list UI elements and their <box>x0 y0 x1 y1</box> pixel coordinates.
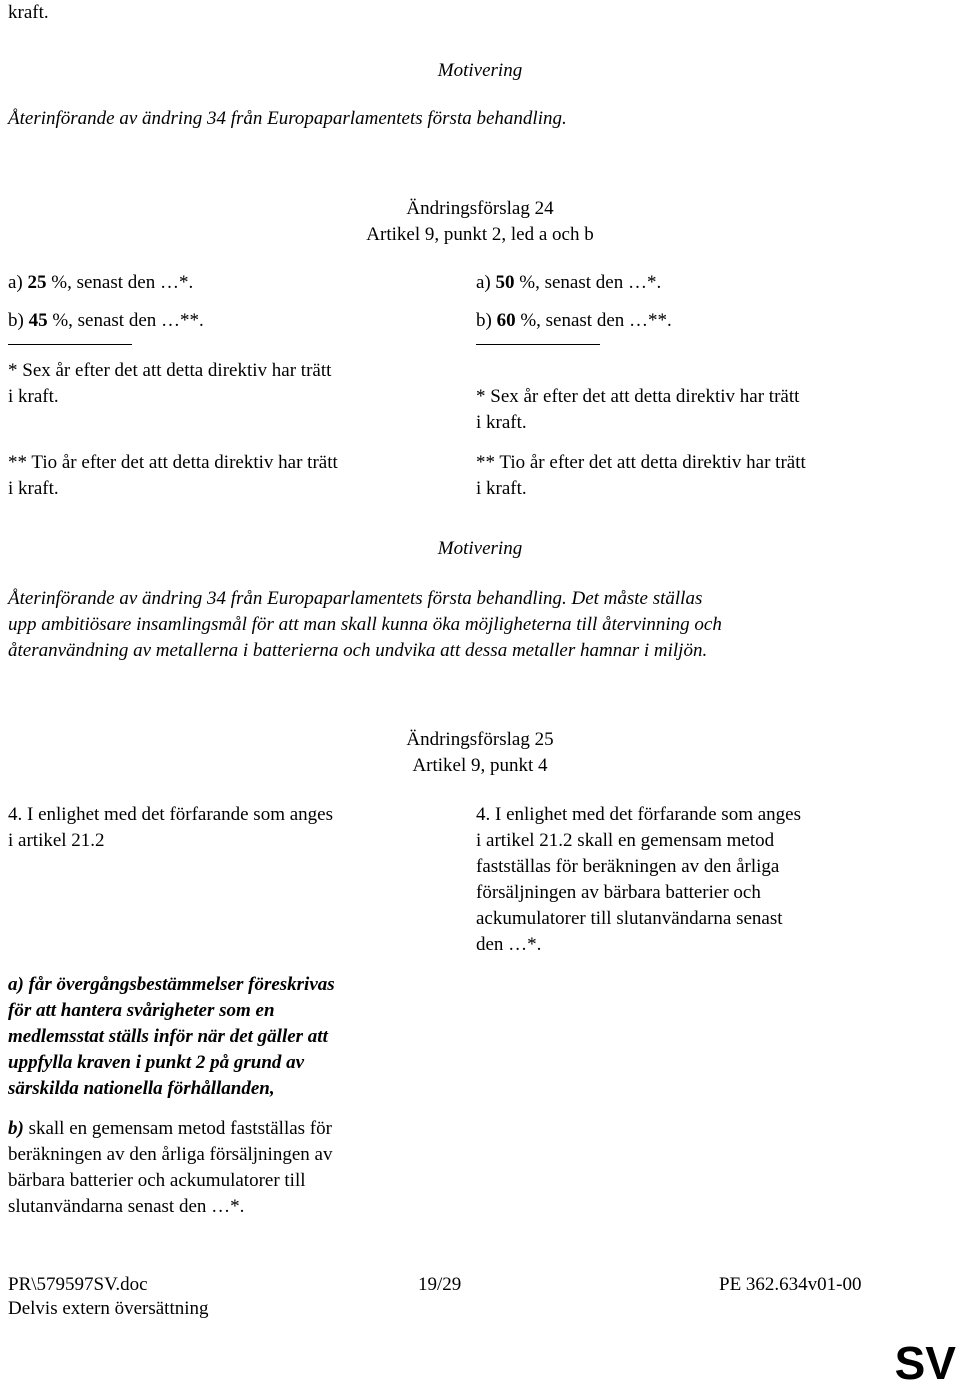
footnote-1: * Sex år efter det att detta direktiv har trätt i kraft. <box>8 360 332 407</box>
footnote-divider <box>476 344 600 345</box>
amendment-title: Ändringsförslag 25 <box>406 729 554 750</box>
footnote-2: ** Tio år efter det att detta direktiv har trätt i kraft. <box>476 452 806 499</box>
motivering-heading: Motivering <box>437 60 523 81</box>
amendment-text: 4. I enlighet med det förfarande som anges i artikel 21.2 skall en gemensam metod fastställas för beräkningen av den årliga försäljningen av bärbara batterier och ackumulatorer till slutanvändarna senast den …*. <box>476 804 801 955</box>
amendment-text-item-a: a) 50 %, senast den …*. <box>476 272 662 293</box>
footer-pe-ref: PE 362.634v01-00 <box>719 1274 862 1295</box>
motivering-text: Återinförande av ändring 34 från Europaparlamentets första behandling. <box>8 108 567 129</box>
commission-text-item-b: b) 45 %, senast den …**. <box>8 310 204 331</box>
footnote-1: * Sex år efter det att detta direktiv har trätt i kraft. <box>476 386 800 433</box>
amendment-text-item-b: b) 60 %, senast den …**. <box>476 310 672 331</box>
commission-text-item-b: b) skall en gemensam metod fastställas för beräkningen av den årliga försäljningen av bärbara batterier och ackumulatorer till slutanvändarna senast den …*. <box>8 1118 333 1217</box>
footnote-2: ** Tio år efter det att detta direktiv har trätt i kraft. <box>8 452 338 499</box>
commission-text-item-a: a) får övergångsbestämmelser föreskrivas för att hantera svårigheter som en medlemsstat ställs inför när det gäller att uppfylla kraven i punkt 2 på grund av särskilda nationella förhållanden, <box>8 974 335 1099</box>
page-fragment-text: kraft. <box>8 2 49 23</box>
footnote-divider <box>8 344 132 345</box>
language-code: SV <box>894 1337 956 1389</box>
footer-doc-ref: PR\579597SV.doc <box>8 1274 148 1295</box>
commission-text-intro: 4. I enlighet med det förfarande som anges i artikel 21.2 <box>8 804 333 851</box>
footer-translation-note: Delvis extern översättning <box>8 1298 209 1319</box>
amendment-title: Ändringsförslag 24 <box>406 198 554 219</box>
amendment-subtitle: Artikel 9, punkt 2, led a och b <box>366 224 594 245</box>
footer-page-number: 19/29 <box>418 1274 462 1295</box>
amendment-subtitle: Artikel 9, punkt 4 <box>412 755 548 776</box>
motivering-text: Återinförande av ändring 34 från Europaparlamentets första behandling. Det måste ställas upp ambitiösare insamlingsmål för att man skall kunna öka möjligheterna till återvinning och återanvändning av metallerna i batterierna och undvika att dessa metaller hamnar i miljön. <box>8 588 722 661</box>
motivering-heading: Motivering <box>437 538 523 559</box>
commission-text-item-a: a) 25 %, senast den …*. <box>8 272 194 293</box>
